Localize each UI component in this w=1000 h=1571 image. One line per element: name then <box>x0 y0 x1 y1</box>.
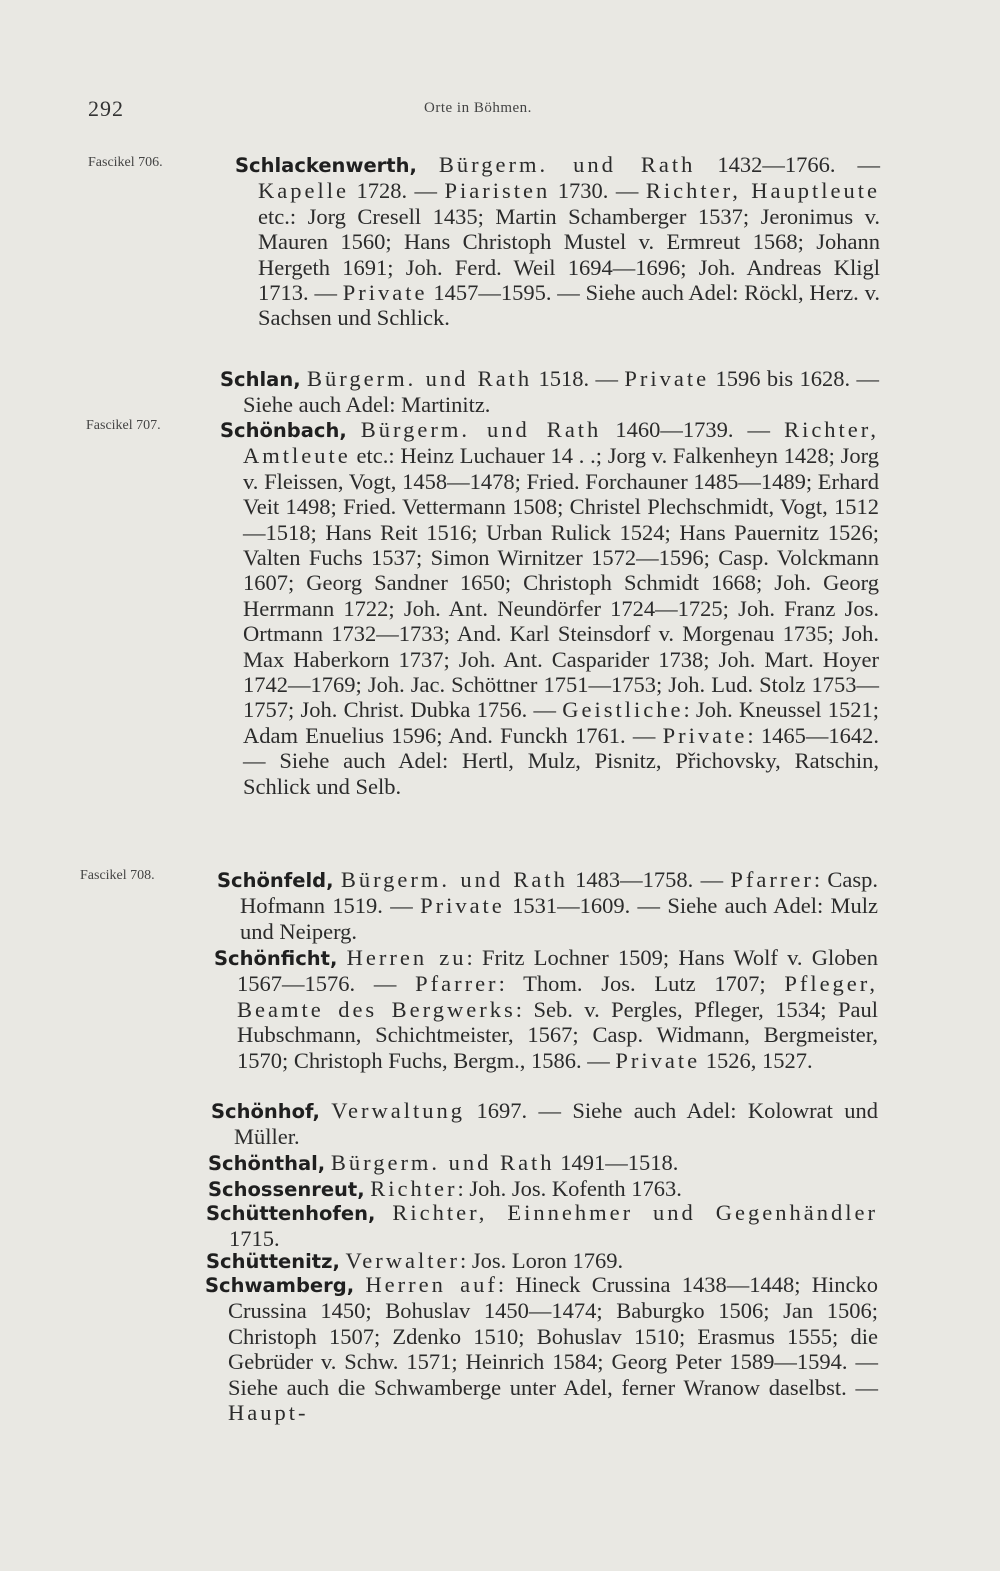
entry-segment: 1457—1595. — Siehe auch Adel: Röckl, Herz. v. Sachsen und Schlick. <box>258 280 880 331</box>
headword: Schönthal, <box>208 1152 326 1175</box>
entry-segment: : 1465—1642. — Siehe auch Adel: Hertl, Mulz, Pisnitz, Přichovsky, Ratschin, Schlick und Selb. <box>243 722 879 799</box>
entry-segment <box>375 1200 392 1225</box>
spaced-term: Piaristen <box>444 178 551 204</box>
spaced-term: Private <box>420 893 505 919</box>
headword: Schönficht, <box>214 947 338 970</box>
entry-segment: : Fritz Lochner 1509; Hans Wolf v. Globen 1567—1576. — <box>237 945 878 997</box>
margin-note: Fascikel 707. <box>86 418 161 433</box>
entry-segment: 1432—1766. — <box>695 152 880 177</box>
spaced-term: Private <box>624 366 710 391</box>
entry-segment: etc.: Heinz Luchauer 14 . .; Jorg v. Falkenheyn 1428; Jorg v. Fleissen, Vogt, 1458—1478; Fried. Forchauner 1485—1489; Erhard Veit 1498; Fried. Vettermann 1508; Christel Plechschmidt, Vogt, 1512—1518; Hans Reit 1516; Urban Rulick 1524; Hans Pauernitz 1526; Valten Fuchs 1537; Simon Wirnitzer 1572—1596; Casp. Volckmann 1607; Georg Sandner 1650; Christoph Schmidt 1668; Joh. Georg Herrmann 1722; Joh. Ant. Neundörfer 1724—1725; Joh. Franz Jos. Ortmann 1732—1733; And. Karl Steinsdorf v. Morgenau 1735; Joh. Max Haberkorn 1737; Joh. Ant. Casparider 1738; Joh. Mart. Hoyer 1742—1769; Joh. Jac. Schöttner 1751—1753; Joh. Lud. Stolz 1753—1757; Joh. Christ. Dubka 1756. — <box>243 443 879 723</box>
spaced-term: Verwalter <box>345 1248 460 1273</box>
entry-segment <box>417 152 439 177</box>
entry-segment: 1491—1518. <box>554 1150 679 1175</box>
entry-text <box>217 867 879 944</box>
entry-segment: etc.: Jorg Cresell 1435; Martin Schamberger 1537; Jeronimus v. Mauren 1560; Hans Christoph Mustel v. Ermreut 1568; Johann Hergeth 1691; Joh. Ferd. Weil 1694—1696; Joh. Andreas Kligl 1713. — <box>258 203 880 306</box>
entry-segment <box>347 417 361 442</box>
spaced-term: Bürgerm. und Rath <box>438 152 696 177</box>
spaced-term: Bürgerm. und Rath <box>340 867 568 892</box>
entry-text <box>208 1150 878 1176</box>
entry-segment: 1730. — <box>550 178 646 204</box>
spaced-term: Richter, Amtleute <box>243 417 880 469</box>
spaced-term: Private <box>662 722 748 748</box>
headword: Schönhof, <box>211 1100 320 1123</box>
entry-text <box>214 945 879 1073</box>
entry-segment: : Seb. v. Pergles, Pfleger, 1534; Paul Hubschmann, Schichtmeister, 1567; Casp. Widmann, Bergmeister, 1570; Christoph Fuchs, Bergm., 1586. — <box>237 996 878 1073</box>
spaced-term: Bürgerm. und Rath <box>307 366 533 391</box>
entry-text <box>205 1272 878 1426</box>
spaced-term: Verwaltung <box>331 1098 466 1123</box>
spaced-term: Pfarrer <box>730 867 814 892</box>
spaced-term: Herren auf <box>365 1272 498 1297</box>
entry-segment: 1715. <box>229 1226 280 1252</box>
entry-segment: 1460—1739. — <box>601 417 785 442</box>
entry-text <box>206 1200 878 1252</box>
entry-text <box>220 417 880 799</box>
headword: Schönbach, <box>220 419 347 442</box>
entry-text <box>220 366 880 418</box>
entry-segment: : Joh. Kneussel 1521; Adam Enuelius 1596; And. Funckh 1761. — <box>243 697 879 748</box>
entry-text <box>211 1098 879 1150</box>
headword: Schlackenwerth, <box>235 154 417 177</box>
entry-segment: 1728. — <box>348 178 445 204</box>
entry-text <box>235 152 881 331</box>
spaced-term: Herren zu <box>346 945 467 970</box>
entry-segment <box>320 1098 331 1123</box>
entry-text <box>206 1248 878 1274</box>
headword: Schlan, <box>220 368 301 391</box>
running-head: Orte in Böhmen. <box>424 100 532 116</box>
spaced-term: Bürgerm. und Rath <box>360 417 602 442</box>
entry-segment: : Casp. Hofmann 1519. — <box>240 867 878 919</box>
spaced-term: Pfleger, Beamte des Bergwerks <box>237 971 879 1022</box>
entry-segment: 1518. — <box>532 366 625 391</box>
spaced-term: Haupt- <box>228 1400 309 1426</box>
spaced-term: Richter <box>370 1176 458 1201</box>
spaced-term: Kapelle <box>258 178 349 204</box>
headword: Schönfeld, <box>217 869 334 892</box>
entry-segment: : Jos. Loron 1769. <box>459 1248 624 1273</box>
entry-segment: 1531—1609. — Siehe auch Adel: Mulz und Neiperg. <box>240 893 879 944</box>
headword: Schossenreut, <box>208 1178 365 1201</box>
margin-note: Fascikel 708. <box>80 868 155 883</box>
spaced-term: Richter, Hauptleute <box>645 178 881 204</box>
spaced-term: Pfarrer <box>415 971 499 997</box>
margin-note: Fascikel 706. <box>88 155 163 170</box>
entry-segment: 1596 bis 1628. — Siehe auch Adel: Martinitz. <box>243 366 880 418</box>
entry-segment <box>334 867 341 892</box>
headword: Schüttenitz, <box>206 1250 340 1273</box>
entry-segment: : Thom. Jos. Lutz 1707; <box>498 971 785 997</box>
page-number: 292 <box>88 96 124 121</box>
entry-segment: : Hineck Crussina 1438—1448; Hincko Crussina 1450; Bohuslav 1450—1474; Baburgko 1506; Jan 1506; Christoph 1507; Zdenko 1510; Bohuslav 1510; Erasmus 1555; die Gebrüder v. Schw. 1571; Heinrich 1584; Georg Peter 1589—1594. — Siehe auch die Schwamberge unter Adel, ferner Wranow daselbst. — <box>228 1272 878 1400</box>
entry-segment: 1483—1758. — <box>567 867 731 892</box>
entry-segment <box>354 1272 365 1297</box>
entry-segment: 1526, 1527. <box>700 1047 813 1073</box>
entry-text <box>208 1176 878 1202</box>
spaced-term: Bürgerm. und Rath <box>330 1150 555 1175</box>
entry-segment <box>337 945 346 970</box>
spaced-term: Private <box>615 1047 701 1073</box>
headword: Schwamberg, <box>205 1274 355 1297</box>
spaced-term: Private <box>342 280 428 306</box>
headword: Schüttenhofen, <box>206 1202 376 1225</box>
spaced-term: Geistliche <box>562 697 684 723</box>
entry-segment: : Joh. Jos. Kofenth 1763. <box>457 1176 682 1201</box>
entry-segment: 1697. — Siehe auch Adel: Kolowrat und Müller. <box>234 1098 879 1150</box>
spaced-term: Richter, Einnehmer und Gegenhändler <box>392 1200 878 1225</box>
